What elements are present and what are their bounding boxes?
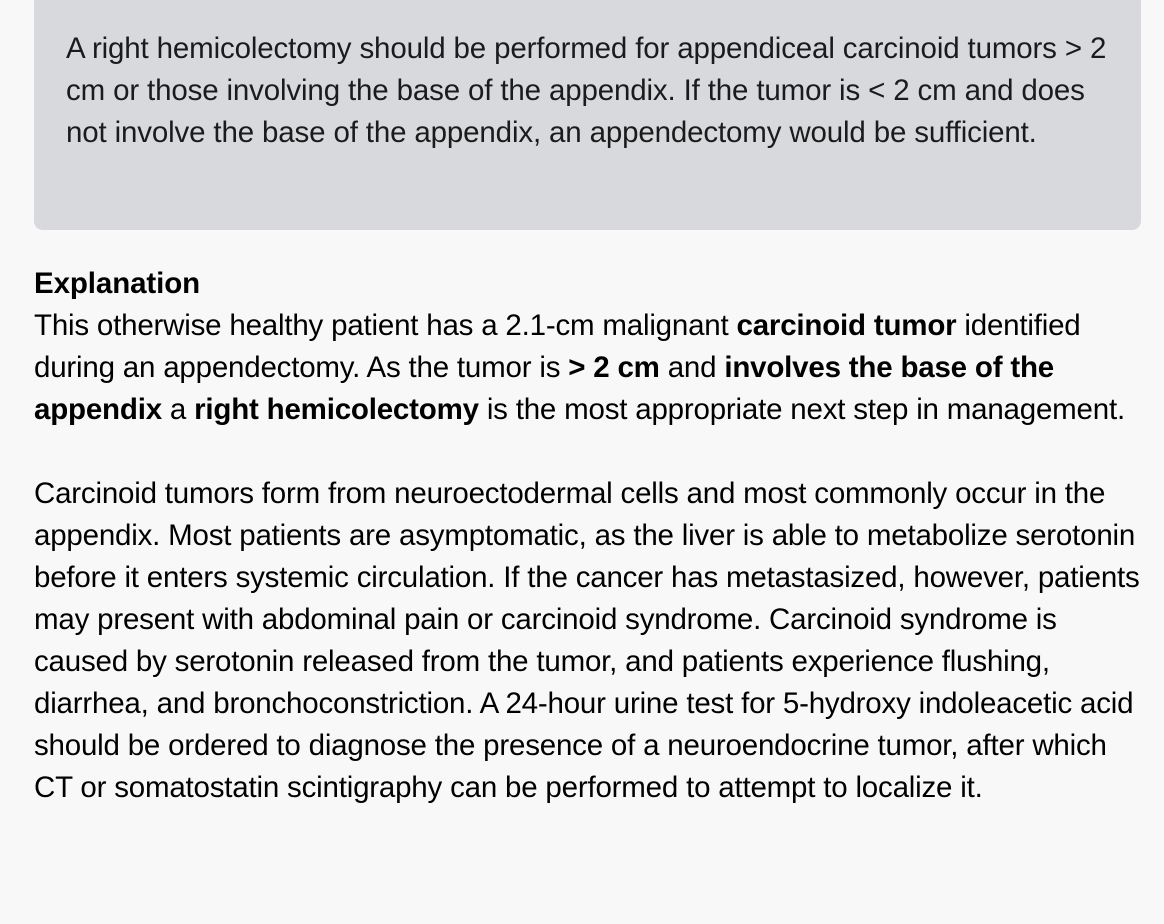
bold-term: right hemicolectomy	[194, 393, 479, 426]
explanation-paragraph-1	[34, 305, 1149, 431]
answer-choice-box[interactable]	[34, 0, 1141, 230]
text-segment: a	[161, 393, 195, 426]
text-segment: identified during an appendectomy. As the tumor is	[34, 309, 1081, 384]
bold-term: carcinoid tumor	[736, 309, 957, 342]
answer-choice-text: A right hemicolectomy should be performed for appendiceal carcinoid tumors > 2 cm or those involving the base of the appendix. If the tumor is < 2 cm and does not involve the base of the appendix, an appendectomy would be sufficient.	[66, 32, 1107, 149]
explanation-heading: Explanation	[34, 267, 201, 300]
bold-term: involves the base of the appendix	[34, 351, 1054, 426]
bold-term: > 2 cm	[568, 351, 660, 384]
explanation-paragraph-2: Carcinoid tumors form from neuroectodermal cells and most commonly occur in the appendix. Most patients are asymptomatic, as the liver is able to metabolize serotonin before it enters systemic circulation. If the cancer has metastasized, however, patients may present with abdominal pain or carcinoid syndrome. Carcinoid syndrome is caused by serotonin released from the tumor, and patients experience flushing, diarrhea, and bronchoconstriction. A 24-hour urine test for 5-hydroxy indoleacetic acid should be ordered to diagnose the presence of a neuroendocrine tumor, after which CT or somatostatin scintigraphy can be performed to attempt to localize it.	[34, 477, 1140, 804]
text-segment: and	[659, 351, 725, 384]
explanation-section	[34, 263, 1149, 809]
text-segment: This otherwise healthy patient has a 2.1-cm malignant	[34, 309, 737, 342]
text-segment: is the most appropriate next step in management.	[478, 393, 1125, 426]
